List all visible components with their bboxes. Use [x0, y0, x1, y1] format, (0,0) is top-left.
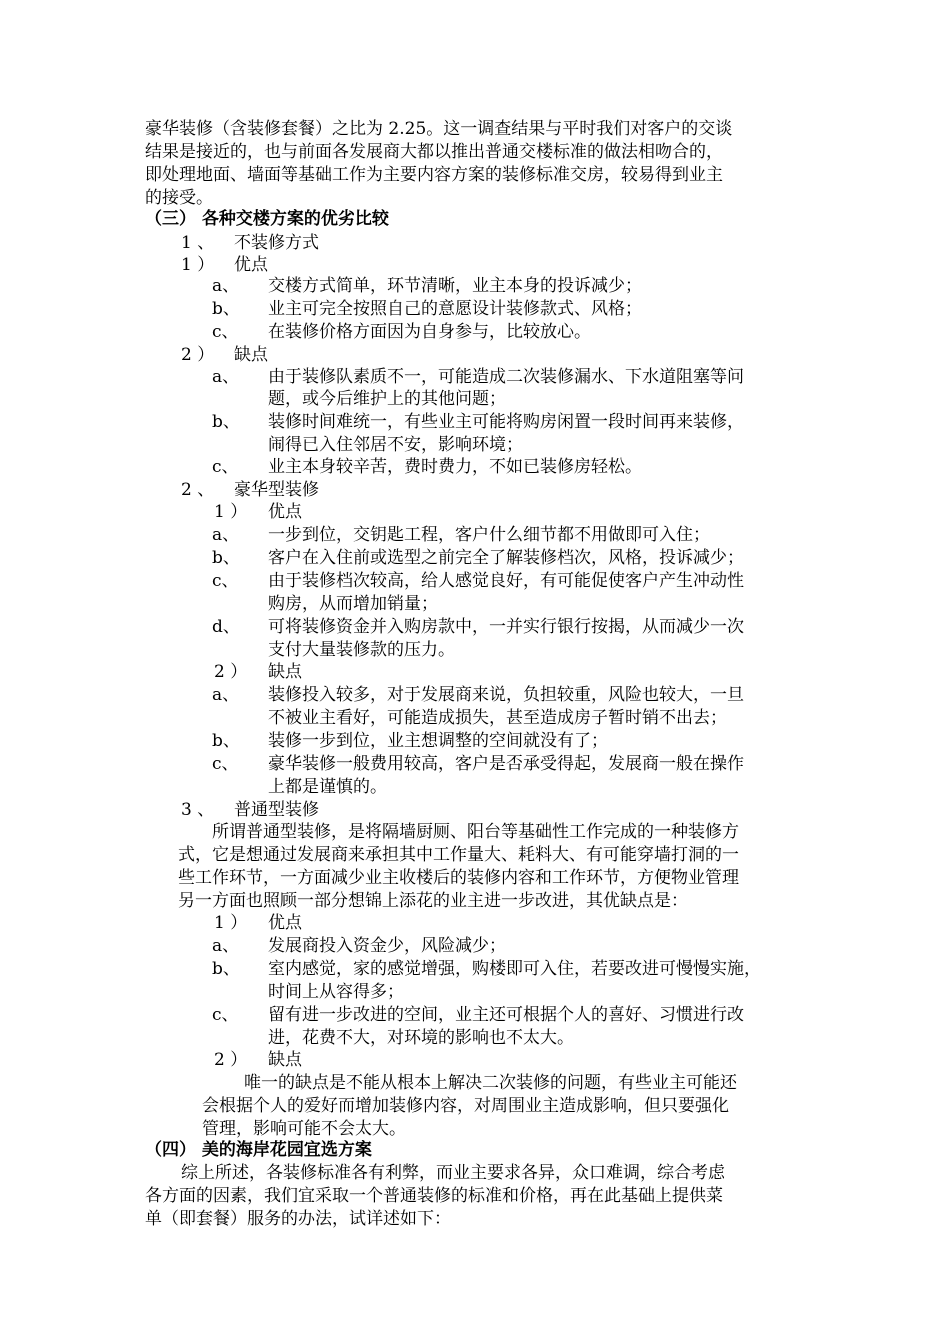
item-3-pros-number: 1 ） [214, 913, 248, 933]
item-3-cons-line-1: 唯一的缺点是不能从根本上解决二次装修的问题，有些业主可能还 [244, 1073, 737, 1093]
item-3-cons-number: 2 ） [214, 1050, 248, 1070]
item-3-pros-c-line-1: 留有进一步改进的空间，业主还可根据个人的喜好、习惯进行改 [268, 1005, 744, 1025]
item-3-number: 3 、 [181, 800, 215, 820]
item-2-cons-number: 2 ） [214, 662, 248, 682]
item-3-pros-a-marker: a、 [212, 936, 240, 956]
item-1-pros-a-marker: a、 [212, 276, 240, 296]
item-1-cons-c-marker: c、 [212, 457, 239, 477]
item-1-pros-c: 在装修价格方面因为自身参与，比较放心。 [268, 322, 591, 342]
item-2-cons-c-line-1: 豪华装修一般费用较高，客户是否承受得起，发展商一般在操作 [268, 754, 744, 774]
intro-line-1: 豪华装修（含装修套餐）之比为 2.25。这一调查结果与平时我们对客户的交谈 [145, 119, 733, 139]
item-2-cons-a-line-1: 装修投入较多，对于发展商来说，负担较重，风险也较大，一旦 [268, 685, 744, 705]
item-2-cons-b: 装修一步到位，业主想调整的空间就没有了； [268, 731, 608, 751]
item-2-pros-label: 优点 [268, 502, 302, 522]
item-2-pros-b: 客户在入住前或选型之前完全了解装修档次，风格，投诉减少； [268, 548, 744, 568]
item-3-pros-b-line-1: 室内感觉，家的感觉增强，购楼即可入住，若要改进可慢慢实施， [268, 959, 761, 979]
item-2-pros-a-marker: a、 [212, 525, 240, 545]
item-2-pros-number: 1 ） [214, 502, 248, 522]
item-2-cons-a-line-2: 不被业主看好，可能造成损失，甚至造成房子暂时销不出去； [268, 708, 727, 728]
item-1-cons-c: 业主本身较辛苦，费时费力，不如已装修房轻松。 [268, 457, 642, 477]
item-3-cons-line-3: 管理，影响可能不会太大。 [202, 1119, 406, 1139]
item-3-paragraph-line-2: 式，它是想通过发展商来承担其中工作量大、耗料大、有可能穿墙打洞的一 [178, 845, 739, 865]
item-2-pros-c-marker: c、 [212, 571, 239, 591]
intro-line-2: 结果是接近的，也与前面各发展商大都以推出普通交楼标准的做法相吻合的， [145, 142, 723, 162]
item-2-pros-b-marker: b、 [212, 548, 240, 568]
item-1-pros-b: 业主可完全按照自己的意愿设计装修款式、风格； [268, 299, 642, 319]
item-1-pros-label: 优点 [234, 255, 268, 275]
section-4-line-3: 单（即套餐）服务的办法，试详述如下： [145, 1209, 451, 1229]
item-1-cons-a-line-2: 题，或今后维护上的其他问题； [268, 389, 506, 409]
item-3-cons-label: 缺点 [268, 1050, 302, 1070]
item-2-cons-c-marker: c、 [212, 754, 239, 774]
item-1-cons-number: 2 ） [181, 345, 215, 365]
item-2-cons-b-marker: b、 [212, 731, 240, 751]
item-1-cons-b-line-2: 闹得已入住邻居不安，影响环境； [268, 435, 523, 455]
item-3-title: 普通型装修 [234, 800, 319, 820]
item-2-cons-c-line-2: 上都是谨慎的。 [268, 777, 387, 797]
item-3-pros-label: 优点 [268, 913, 302, 933]
item-2-pros-d-marker: d、 [212, 617, 240, 637]
section-4-line-1: 综上所述，各装修标准各有利弊，而业主要求各异，众口难调，综合考虑 [181, 1163, 725, 1183]
item-1-cons-b-line-1: 装修时间难统一，有些业主可能将购房闲置一段时间再来装修， [268, 412, 744, 432]
item-3-paragraph-line-4: 另一方面也照顾一部分想锦上添花的业主进一步改进，其优缺点是： [178, 891, 688, 911]
item-1-pros-a: 交楼方式简单，环节清晰，业主本身的投诉减少； [268, 276, 642, 296]
intro-line-4: 的接受。 [145, 188, 213, 208]
item-3-cons-line-2: 会根据个人的爱好而增加装修内容，对周围业主造成影响，但只要强化 [202, 1096, 729, 1116]
item-2-pros-c-line-1: 由于装修档次较高，给人感觉良好，有可能促使客户产生冲动性 [268, 571, 744, 591]
item-1-pros-number: 1 ） [181, 255, 215, 275]
item-1-title: 不装修方式 [234, 233, 319, 253]
item-3-paragraph-line-3: 些工作环节，一方面减少业主收楼后的装修内容和工作环节，方便物业管理 [178, 868, 739, 888]
item-2-number: 2 、 [181, 480, 215, 500]
item-3-pros-a: 发展商投入资金少，风险减少； [268, 936, 506, 956]
item-1-cons-label: 缺点 [234, 345, 268, 365]
item-3-pros-b-line-2: 时间上从容得多； [268, 982, 404, 1002]
item-1-cons-b-marker: b、 [212, 412, 240, 432]
item-2-pros-c-line-2: 购房，从而增加销量； [268, 594, 438, 614]
item-1-pros-b-marker: b、 [212, 299, 240, 319]
item-2-pros-a: 一步到位，交钥匙工程，客户什么细节都不用做即可入住； [268, 525, 710, 545]
item-3-paragraph-line-1: 所谓普通型装修，是将隔墙厨厕、阳台等基础性工作完成的一种装修方 [212, 822, 739, 842]
section-3-heading: （三） 各种交楼方案的优劣比较 [145, 209, 389, 229]
section-4-heading: （四） 美的海岸花园宜选方案 [145, 1140, 372, 1160]
item-3-pros-c-line-2: 进，花费不大，对环境的影响也不太大。 [268, 1028, 574, 1048]
item-2-pros-d-line-1: 可将装修资金并入购房款中，一并实行银行按揭，从而减少一次 [268, 617, 744, 637]
item-1-cons-a-marker: a、 [212, 367, 240, 387]
item-1-cons-a-line-1: 由于装修队素质不一，可能造成二次装修漏水、下水道阻塞等问 [268, 367, 744, 387]
item-3-pros-c-marker: c、 [212, 1005, 239, 1025]
item-1-number: 1 、 [181, 233, 215, 253]
item-2-pros-d-line-2: 支付大量装修款的压力。 [268, 640, 455, 660]
item-2-cons-a-marker: a、 [212, 685, 240, 705]
item-3-pros-b-marker: b、 [212, 959, 240, 979]
section-4-line-2: 各方面的因素，我们宜采取一个普通装修的标准和价格，再在此基础上提供菜 [145, 1186, 723, 1206]
item-2-title: 豪华型装修 [234, 480, 319, 500]
item-2-cons-label: 缺点 [268, 662, 302, 682]
intro-line-3: 即处理地面、墙面等基础工作为主要内容方案的装修标准交房，较易得到业主 [145, 165, 723, 185]
item-1-pros-c-marker: c、 [212, 322, 239, 342]
